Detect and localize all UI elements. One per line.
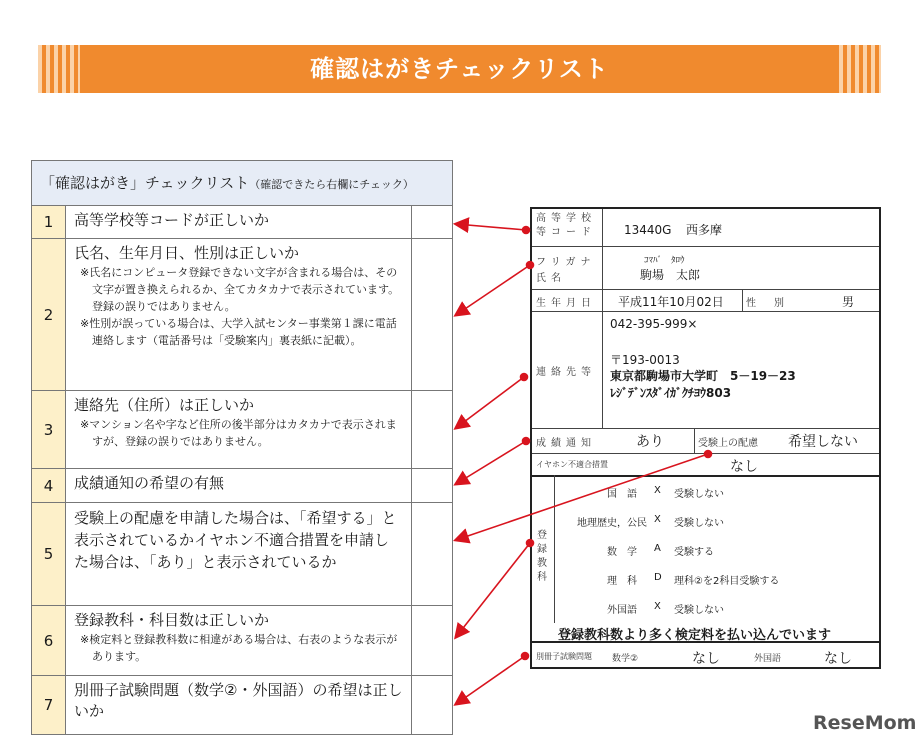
subject-mark: A: [654, 543, 661, 554]
address-value: 東京都駒場市大学町 5－19－23: [610, 369, 796, 383]
math2-label: 数学②: [612, 654, 639, 664]
page-title: 確認はがきチェックリスト: [310, 55, 609, 83]
birth-label: 生年月日: [536, 298, 596, 309]
score-label: 成績通知: [536, 438, 596, 449]
arrow-5: [456, 454, 708, 540]
subject-name: 数 学: [607, 547, 637, 558]
earphone-label: イヤホン不適合措置: [536, 460, 608, 469]
row-number: 6: [32, 606, 66, 675]
row-note: ※性別が誤っている場合は、大学入試センター事業第１課に電話連絡します（電話番号は「受験案内」裏表紙に記載）。: [80, 317, 397, 347]
row-title: 登録教科・科目数は正しいか: [74, 611, 270, 629]
row-number: 3: [32, 391, 66, 468]
contact-label: 連絡先等: [536, 367, 596, 378]
subject-status: 受験する: [674, 547, 714, 558]
name-label: 氏名: [536, 273, 566, 284]
building-value: ﾚｼﾞﾃﾞﾝｽﾀﾞｲｶﾞｸﾁﾖｳ803: [610, 386, 732, 400]
foreign-label: 外国語: [754, 654, 782, 664]
school-name: 西多摩: [686, 223, 723, 237]
name-value: 駒場 太郎: [640, 268, 701, 282]
foreign-value: なし: [824, 651, 852, 667]
furigana-value: ｺﾏﾊﾞ ﾀﾛｳ: [644, 256, 685, 266]
checklist-header-title: 「確認はがき」チェックリスト: [40, 174, 250, 192]
fee-warning: 登録教科数より多く検定料を払い込んでいます: [558, 628, 832, 643]
consideration-label: 受験上の配慮: [698, 438, 758, 449]
row-title: 別冊子試験問題（数学②・外国語）の希望は正しいか: [66, 676, 412, 734]
subject-name: 国 語: [607, 489, 637, 500]
subject-name: 地理歴史，公民: [577, 518, 647, 529]
math2-value: なし: [692, 651, 720, 667]
sex-label: 性別: [746, 298, 802, 309]
earphone-value: なし: [730, 459, 758, 475]
row-title: 氏名、生年月日、性別は正しいか: [74, 244, 300, 262]
subject-mark: X: [654, 601, 661, 612]
phone-value: 042-395-999×: [610, 317, 698, 331]
row-number: 2: [32, 239, 66, 390]
consideration-value: 希望しない: [788, 434, 858, 450]
arrow-dot: [523, 438, 530, 445]
arrow-dot: [527, 540, 534, 547]
arrow-dot: [522, 653, 529, 660]
arrow-4: [456, 441, 526, 484]
row-title: 受験上の配慮を申請した場合は、「希望する」と表示されているかイヤホン不適合措置を申請した場合は、「あり」と表示されているか: [66, 503, 412, 605]
row-note: ※マンション名や字など住所の後半部分はカタカナで表示されますが、登録の誤りではありません。: [80, 418, 397, 448]
subject-name: 理 科: [607, 576, 637, 587]
zip-value: 〒193-0013: [610, 353, 680, 367]
row-title: 連絡先（住所）は正しいか: [74, 396, 255, 414]
checklist-header-note: （確認できたら右欄にチェック）: [249, 178, 414, 191]
birth-value: 平成11年10月02日: [618, 295, 724, 309]
subjects-label: 登録教科: [537, 530, 547, 583]
arrow-dot: [705, 451, 712, 458]
resemom-logo: ReseMom: [813, 712, 917, 734]
row-note: ※検定料と登録教科数に相違がある場合は、右表のような表示があります。: [80, 633, 398, 663]
furigana-label: フリガナ: [536, 257, 596, 268]
sex-value: 男: [842, 295, 855, 309]
arrow-dot: [527, 262, 534, 269]
arrow-3: [456, 377, 524, 428]
row-number: 4: [32, 469, 66, 502]
arrow-2: [456, 265, 530, 315]
arrow-6: [456, 543, 530, 637]
arrow-1: [456, 224, 526, 230]
arrow-dot: [523, 227, 530, 234]
subject-status: 受験しない: [674, 489, 724, 500]
row-title: 高等学校等コードが正しいか: [66, 206, 412, 238]
score-value: あり: [636, 434, 664, 450]
row-note: ※氏名にコンピュータ登録できない文字が含まれる場合は、その文字が置き換えられるか、全てカタカナで表示されています。登録の誤りではありません。: [80, 266, 400, 313]
subject-status: 受験しない: [674, 518, 724, 529]
row-number: 7: [32, 676, 66, 734]
subject-status: 受験しない: [674, 605, 724, 616]
arrow-dot: [521, 374, 528, 381]
subject-mark: X: [654, 514, 661, 525]
row-number: 5: [32, 503, 66, 605]
subject-mark: X: [654, 485, 661, 496]
row-number: 1: [32, 206, 66, 238]
subject-status: 理科②を2科目受験する: [674, 576, 780, 587]
row-title: 成績通知の希望の有無: [66, 469, 412, 502]
school-code: 13440G: [624, 223, 672, 237]
school-code-label: 高等学校等コード: [536, 213, 596, 238]
subject-mark: D: [654, 572, 662, 583]
arrow-7: [456, 656, 525, 704]
booklet-label: 別冊子試験問題: [536, 652, 592, 661]
subject-name: 外国語: [607, 605, 637, 616]
